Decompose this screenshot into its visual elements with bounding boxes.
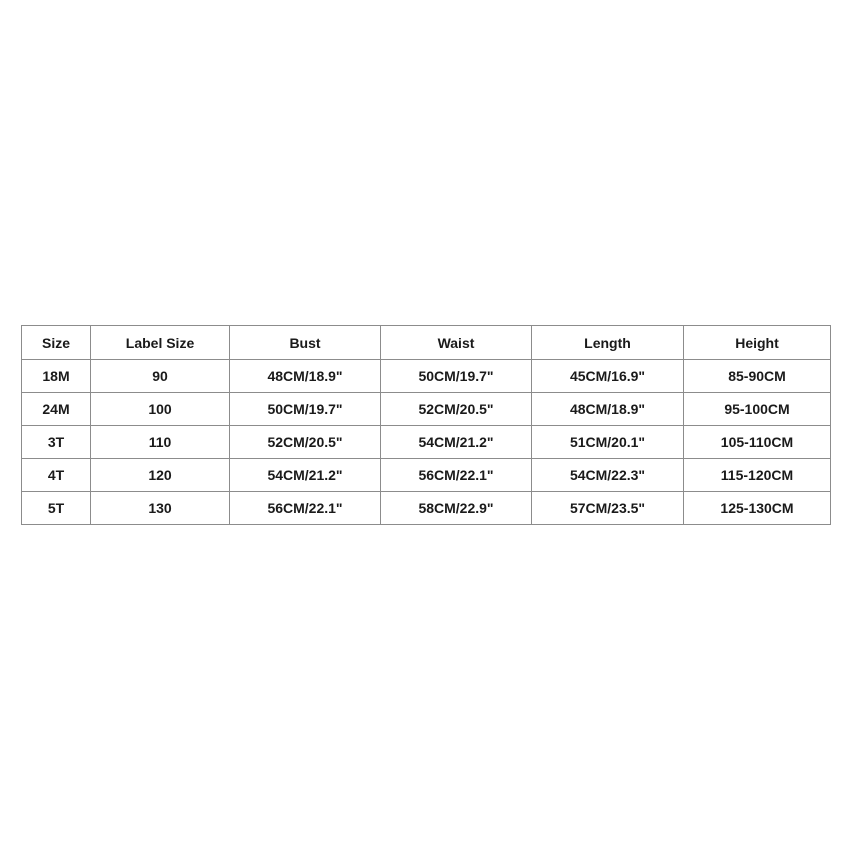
cell-bust: 50CM/19.7": [230, 393, 381, 426]
cell-length: 51CM/20.1": [532, 426, 684, 459]
column-header-waist: Waist: [381, 326, 532, 360]
cell-waist: 56CM/22.1": [381, 459, 532, 492]
cell-height: 125-130CM: [684, 492, 831, 525]
cell-size: 4T: [22, 459, 91, 492]
cell-size: 24M: [22, 393, 91, 426]
cell-length: 48CM/18.9": [532, 393, 684, 426]
cell-height: 115-120CM: [684, 459, 831, 492]
cell-waist: 54CM/21.2": [381, 426, 532, 459]
table-row: [22, 426, 831, 459]
cell-size: 5T: [22, 492, 91, 525]
table-row: [22, 492, 831, 525]
cell-height: 95-100CM: [684, 393, 831, 426]
cell-length: 54CM/22.3": [532, 459, 684, 492]
cell-waist: 52CM/20.5": [381, 393, 532, 426]
cell-bust: 48CM/18.9": [230, 360, 381, 393]
table-row: [22, 459, 831, 492]
column-header-bust: Bust: [230, 326, 381, 360]
cell-bust: 52CM/20.5": [230, 426, 381, 459]
cell-length: 57CM/23.5": [532, 492, 684, 525]
column-header-label-size: Label Size: [91, 326, 230, 360]
cell-size: 18M: [22, 360, 91, 393]
cell-waist: 50CM/19.7": [381, 360, 532, 393]
column-header-length: Length: [532, 326, 684, 360]
column-header-height: Height: [684, 326, 831, 360]
cell-size: 3T: [22, 426, 91, 459]
cell-length: 45CM/16.9": [532, 360, 684, 393]
cell-bust: 54CM/21.2": [230, 459, 381, 492]
cell-label-size: 100: [91, 393, 230, 426]
cell-bust: 56CM/22.1": [230, 492, 381, 525]
table-row: [22, 360, 831, 393]
cell-height: 85-90CM: [684, 360, 831, 393]
cell-label-size: 90: [91, 360, 230, 393]
cell-label-size: 130: [91, 492, 230, 525]
column-header-size: Size: [22, 326, 91, 360]
header-row: [22, 326, 831, 360]
cell-height: 105-110CM: [684, 426, 831, 459]
size-chart-table: [21, 325, 831, 525]
cell-label-size: 120: [91, 459, 230, 492]
cell-waist: 58CM/22.9": [381, 492, 532, 525]
table-row: [22, 393, 831, 426]
cell-label-size: 110: [91, 426, 230, 459]
